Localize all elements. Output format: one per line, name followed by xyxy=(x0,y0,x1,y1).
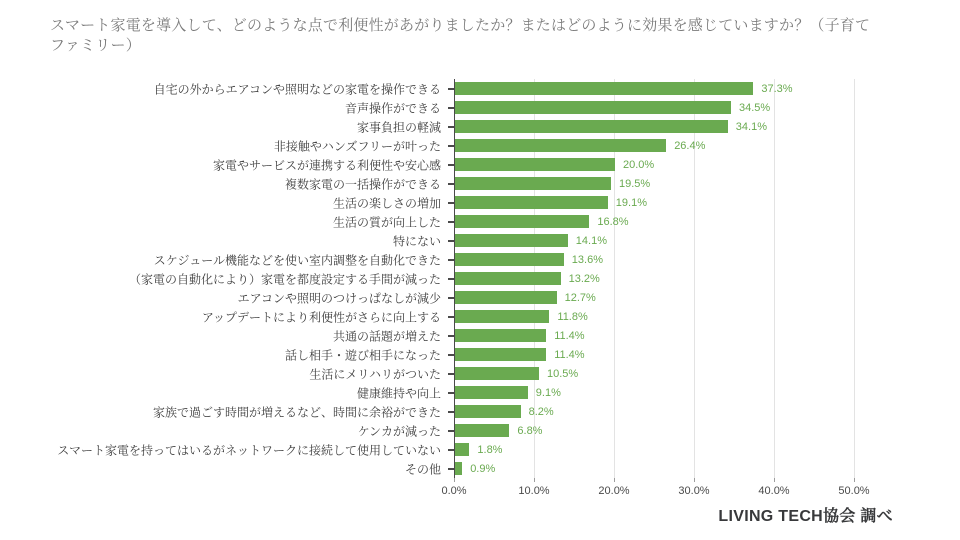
bar-row xyxy=(0,98,960,117)
bar-row xyxy=(0,288,960,307)
x-axis-tick xyxy=(614,478,615,482)
value-label: 6.8% xyxy=(517,424,543,437)
bar-row xyxy=(0,117,960,136)
y-axis-tick xyxy=(448,335,455,337)
bar-row xyxy=(0,155,960,174)
category-label: エアコンや照明のつけっぱなしが減少 xyxy=(237,291,441,305)
bar-row xyxy=(0,79,960,98)
bar xyxy=(455,424,509,437)
category-label: 共通の話題が増えた xyxy=(332,329,441,343)
chart-title: スマート家電を導入して、どのような点で利便性があがりましたか？またはどのように効果を感じていますか？（子育てファミリー） xyxy=(50,17,871,55)
y-axis-tick xyxy=(448,240,455,242)
value-label: 11.8% xyxy=(557,310,588,323)
bar xyxy=(455,158,615,171)
category-label: アップデートにより利便性がさらに向上する xyxy=(201,310,441,324)
category-label: 複数家電の一括操作ができる xyxy=(284,177,441,191)
category-label: 非接触やハンズフリーが叶った xyxy=(273,139,441,153)
value-label: 9.1% xyxy=(535,386,561,399)
bar xyxy=(455,310,549,323)
bar-row xyxy=(0,307,960,326)
bar xyxy=(455,367,539,380)
bar xyxy=(455,82,753,95)
bar xyxy=(455,462,462,475)
y-axis-tick xyxy=(448,183,455,185)
bar xyxy=(455,101,731,114)
y-axis-tick xyxy=(448,449,455,451)
category-label: ケンカが減った xyxy=(357,424,441,438)
bar xyxy=(455,443,469,456)
category-label: 生活にメリハリがついた xyxy=(309,367,441,381)
chart-rows xyxy=(0,79,960,478)
bar-row xyxy=(0,136,960,155)
y-axis-tick xyxy=(448,354,455,356)
bar xyxy=(455,215,589,228)
bar-row xyxy=(0,174,960,193)
value-label: 13.2% xyxy=(568,272,600,285)
bar xyxy=(455,120,728,133)
y-axis-tick xyxy=(448,259,455,261)
bar-row xyxy=(0,269,960,288)
x-tick-label: 30.0% xyxy=(678,485,710,497)
bar-row xyxy=(0,383,960,402)
y-axis-tick xyxy=(448,468,455,470)
category-label: スマート家電を持ってはいるがネットワークに接続して使用していない xyxy=(57,443,441,457)
bar-row xyxy=(0,364,960,383)
value-label: 0.9% xyxy=(470,462,496,475)
category-label: 家事負担の軽減 xyxy=(356,120,441,134)
y-axis-tick xyxy=(448,430,455,432)
x-tick-label: 0.0% xyxy=(441,485,467,497)
y-axis-tick xyxy=(448,107,455,109)
y-axis-tick xyxy=(448,145,455,147)
bar xyxy=(455,405,521,418)
value-label: 34.1% xyxy=(735,120,767,133)
bar xyxy=(455,386,528,399)
value-label: 11.4% xyxy=(554,329,585,342)
category-label: 健康維持や向上 xyxy=(356,386,441,400)
y-axis-tick xyxy=(448,411,455,413)
x-tick-label: 10.0% xyxy=(518,485,550,497)
bar xyxy=(455,139,666,152)
value-label: 12.7% xyxy=(564,291,596,304)
x-axis-tick xyxy=(774,478,775,482)
value-label: 26.4% xyxy=(674,139,706,152)
x-tick-label: 40.0% xyxy=(758,485,790,497)
value-label: 19.1% xyxy=(615,196,647,209)
category-label: 特にない xyxy=(392,234,441,248)
y-axis-tick xyxy=(448,221,455,223)
y-axis-tick xyxy=(448,202,455,204)
value-label: 8.2% xyxy=(528,405,554,418)
bar-row xyxy=(0,231,960,250)
y-axis-tick xyxy=(448,126,455,128)
value-label: 37.3% xyxy=(761,82,793,95)
bar xyxy=(455,196,608,209)
bar-row xyxy=(0,212,960,231)
bar-row xyxy=(0,250,960,269)
value-label: 16.8% xyxy=(597,215,629,228)
source-note: LIVING TECH協会 調べ xyxy=(718,508,893,525)
y-axis-tick xyxy=(448,373,455,375)
value-label: 1.8% xyxy=(477,443,503,456)
y-axis-tick xyxy=(448,297,455,299)
y-axis-tick xyxy=(448,88,455,90)
value-label: 14.1% xyxy=(575,234,607,247)
bar xyxy=(455,291,557,304)
bar-row xyxy=(0,421,960,440)
category-label: 家電やサービスが連携する利便性や安心感 xyxy=(212,158,441,172)
y-axis-tick xyxy=(448,392,455,394)
category-label: 家族で過ごす時間が増えるなど、時間に余裕ができた xyxy=(152,405,441,419)
y-axis-tick xyxy=(448,316,455,318)
value-label: 10.5% xyxy=(547,367,579,380)
bar xyxy=(455,348,546,361)
category-label: 話し相手・遊び相手になった xyxy=(284,348,441,362)
category-label: 生活の楽しさの増加 xyxy=(332,196,441,210)
category-label: その他 xyxy=(404,462,441,476)
bar-row xyxy=(0,345,960,364)
bar-row xyxy=(0,459,960,478)
value-label: 13.6% xyxy=(571,253,603,266)
x-tick-label: 20.0% xyxy=(598,485,630,497)
bar-row xyxy=(0,440,960,459)
bar xyxy=(455,329,546,342)
bar xyxy=(455,234,568,247)
value-label: 11.4% xyxy=(554,348,585,361)
category-label: スケジュール機能などを使い室内調整を自動化できた xyxy=(153,253,441,267)
category-label: （家電の自動化により）家電を都度設定する手間が減った xyxy=(128,272,441,286)
x-axis-tick xyxy=(534,478,535,482)
x-axis-tick xyxy=(694,478,695,482)
bar-row xyxy=(0,193,960,212)
bar xyxy=(455,177,611,190)
category-label: 自宅の外からエアコンや照明などの家電を操作できる xyxy=(153,82,441,96)
bar-row xyxy=(0,326,960,345)
bar xyxy=(455,253,564,266)
x-axis-tick xyxy=(454,478,455,482)
y-axis-tick xyxy=(448,164,455,166)
y-axis-tick xyxy=(448,278,455,280)
value-label: 19.5% xyxy=(619,177,651,190)
x-tick-label: 50.0% xyxy=(838,485,870,497)
value-label: 34.5% xyxy=(739,101,771,114)
category-label: 生活の質が向上した xyxy=(332,215,441,229)
bar-row xyxy=(0,402,960,421)
category-label: 音声操作ができる xyxy=(344,101,441,115)
bar xyxy=(455,272,561,285)
value-label: 20.0% xyxy=(623,158,655,171)
x-axis-tick xyxy=(854,478,855,482)
